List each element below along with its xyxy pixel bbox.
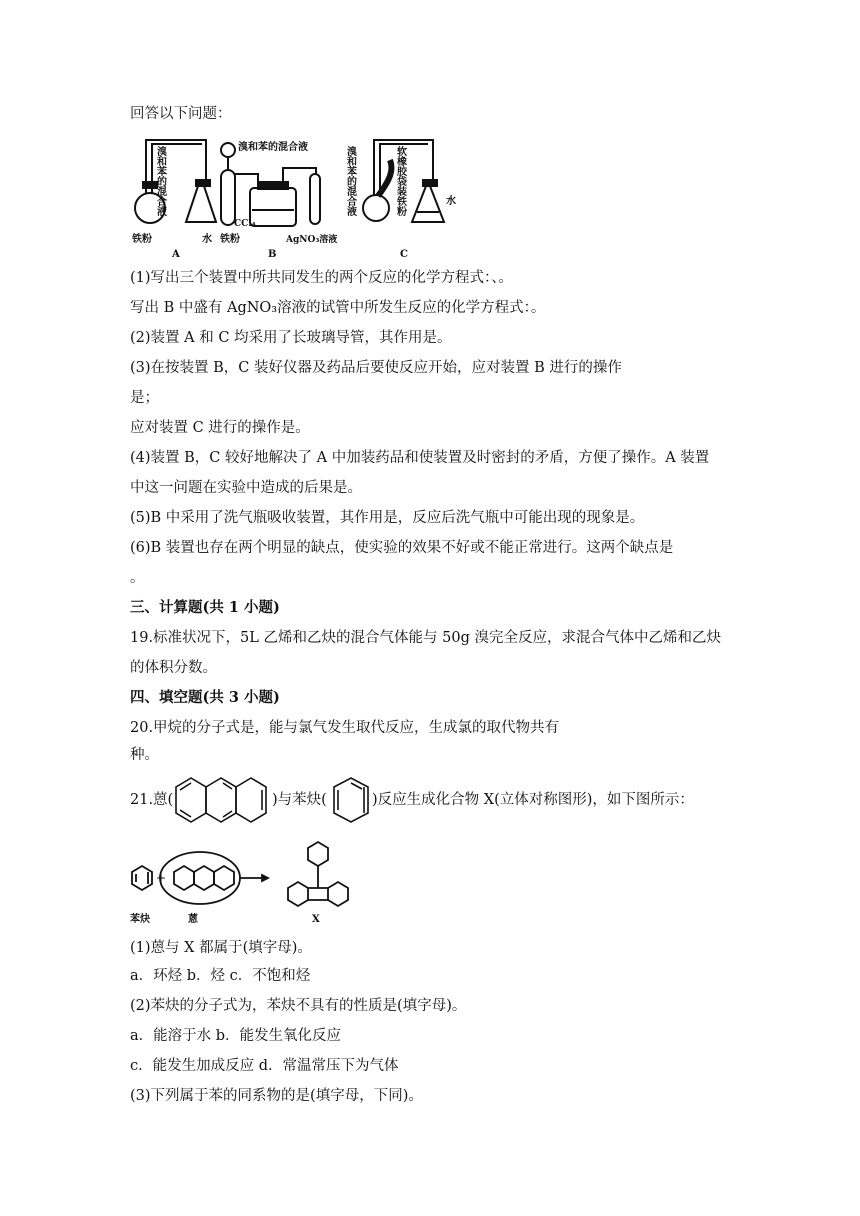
fig-label-anthracene: 蒽 <box>188 914 198 925</box>
q21-prefix: 21.蒽( <box>130 792 174 808</box>
q21-line-5: c．能发生加成反应 d．常温常压下为气体 <box>130 1058 399 1074</box>
label-b-iron: 铁粉 <box>220 234 240 245</box>
anthracene-structure <box>171 774 271 826</box>
label-b: B <box>268 249 277 260</box>
label-a-iron: 铁粉 <box>132 234 152 245</box>
fig-label-x: X <box>312 914 320 925</box>
q20-line-2: 种。 <box>130 747 159 763</box>
q21-mid: )与苯炔( <box>272 792 327 808</box>
q18-line-8: 中这一问题在实验中造成的后果是。 <box>130 480 362 496</box>
q18-line-3: (2)装置 A 和 C 均采用了长玻璃导管，其作用是。 <box>130 330 452 346</box>
label-a: A <box>172 249 180 260</box>
fig-label-benzyne: 苯炔 <box>130 914 150 925</box>
label-a-water: 水 <box>202 234 212 245</box>
q19-line-2: 的体积分数。 <box>130 660 217 676</box>
section-3-heading: 三、计算题(共 1 小题) <box>130 599 280 616</box>
q18-line-5: 是； <box>130 390 159 406</box>
q18-line-11: 。 <box>130 570 145 586</box>
apparatus-figure <box>128 130 468 260</box>
reaction-scheme <box>128 836 368 926</box>
q21-suffix: )反应生成化合物 X(立体对称图形)，如下图所示： <box>372 792 694 808</box>
label-a-liquid: 溴和苯的混合液 <box>154 146 166 216</box>
label-b-ccl4: CCl₄ <box>234 219 256 229</box>
q20-line-1: 20.甲烷的分子式是，能与氯气发生取代反应，生成氯的取代物共有 <box>130 720 560 736</box>
intro-text: 回答以下问题： <box>130 106 232 122</box>
q18-line-6: 应对装置 C 进行的操作是。 <box>130 420 310 436</box>
q21-line-3: (2)苯炔的分子式为，苯炔不具有的性质是(填字母)。 <box>130 998 467 1014</box>
label-c-water: 水 <box>446 196 456 207</box>
q21-line-1: (1)蒽与 X 都属于(填字母)。 <box>130 940 312 956</box>
label-b-top: 溴和苯的混合液 <box>238 142 308 153</box>
q19-line-1: 19.标准状况下，5L 乙烯和乙炔的混合气体能与 50g 溴完全反应，求混合气体中乙烯和乙炔 <box>130 630 721 646</box>
benzyne-structure <box>330 774 372 826</box>
q21-line-6: (3)下列属于苯的同系物的是(填字母，下同)。 <box>130 1088 423 1104</box>
q21-line-4: a．能溶于水 b．能发生氧化反应 <box>130 1028 342 1044</box>
q18-line-9: (5)B 中采用了洗气瓶吸收装置，其作用是，反应后洗气瓶中可能出现的现象是。 <box>130 510 645 526</box>
q21-line-2: a．环烃 b．烃 c．不饱和烃 <box>130 968 311 984</box>
q18-line-7: (4)装置 B，C 较好地解决了 A 中加装药品和使装置及时密封的矛盾，方便了操作。A 装置 <box>130 450 710 466</box>
label-c: C <box>400 249 408 260</box>
q18-line-1: (1)写出三个装置中所共同发生的两个反应的化学方程式：、。 <box>130 270 514 286</box>
label-c-liquid: 溴和苯的混合液 <box>344 146 356 216</box>
label-c-bag: 软橡胶袋装铁粉 <box>394 146 406 216</box>
q18-line-2: 写出 B 中盛有 AgNO₃溶液的试管中所发生反应的化学方程式：。 <box>130 300 546 316</box>
q18-line-4: (3)在按装置 B，C 装好仪器及药品后要使反应开始，应对装置 B 进行的操作 <box>130 360 622 376</box>
section-4-heading: 四、填空题(共 3 小题) <box>130 689 280 706</box>
label-b-agno3: AgNO₃溶液 <box>286 235 338 245</box>
q18-line-10: (6)B 装置也存在两个明显的缺点，使实验的效果不好或不能正常进行。这两个缺点是 <box>130 540 674 556</box>
svg-text:+: + <box>156 871 167 885</box>
